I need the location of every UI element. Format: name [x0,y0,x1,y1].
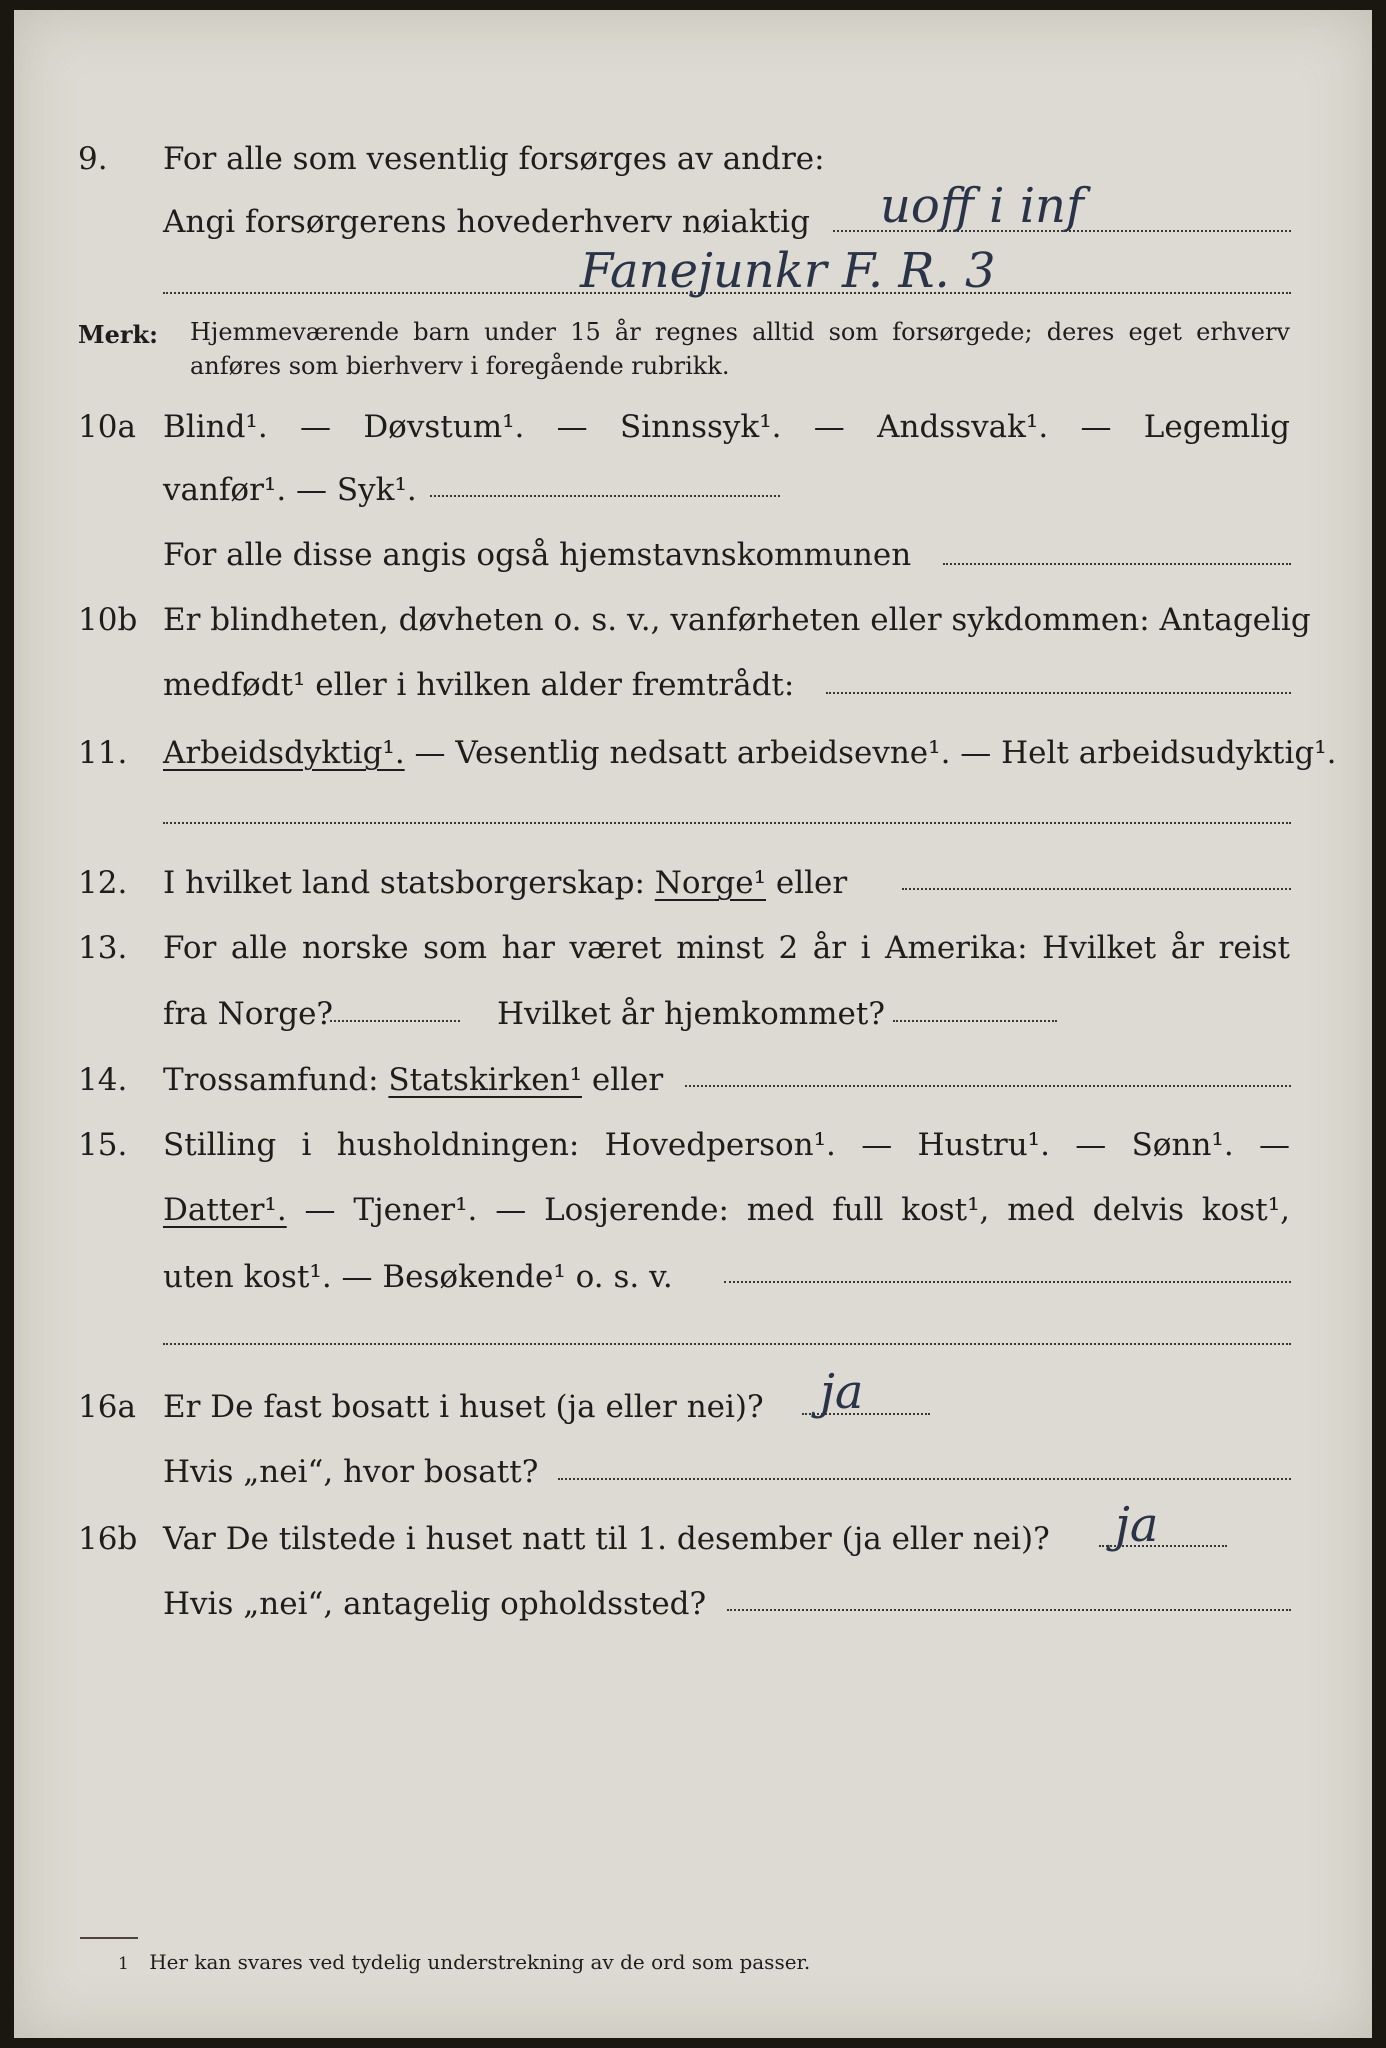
footnote [118,1950,810,1974]
question-text: Var De tilstede i huset natt til 1. desember (ja eller nei)? [163,1521,1050,1557]
question-16a [0,1381,1386,1431]
question-text: Angi forsørgerens hovederhverv nøiaktig [163,204,810,240]
question-10a-line2 [0,464,1386,514]
answer-line [943,563,1291,565]
answer-line [724,1281,1291,1283]
question-number: 16b [78,1521,138,1557]
question-16a-line2 [0,1446,1386,1496]
question-text: Datter¹. — Tjener¹. — Losjerende: med full kost¹, med delvis kost¹, [163,1192,1290,1228]
handwritten-answer-yes: ja [1115,1497,1159,1553]
note-line-2 [0,344,1386,394]
question-text: Arbeidsdyktig¹. — Vesentlig nedsatt arbeidsevne¹. — Helt arbeidsudyktig¹. [163,735,1337,771]
question-text: Er blindheten, døvheten o. s. v., vanførheten eller sykdommen: Antagelig [163,602,1311,638]
question-15 [0,1119,1386,1169]
answer-line [826,692,1291,694]
question-text: Blind¹. — Døvstum¹. — Sinnssyk¹. — Andssvak¹. — Legemlig [163,409,1290,445]
note-text: anføres som bierhverv i foregående rubrikk. [190,352,730,380]
question-15-line2 [0,1184,1386,1234]
question-15-line3 [0,1251,1386,1301]
footnote-mark: 1 [118,1954,129,1974]
question-9-occupation [0,196,1386,246]
answer-line [893,1020,1057,1022]
question-number: 10b [78,602,138,638]
question-10a [0,401,1386,451]
answer-line [163,1343,1291,1345]
question-number: 13. [78,930,128,966]
handwritten-answer-yes: ja [820,1364,864,1420]
question-number: 11. [78,735,128,771]
question-10a-line3 [0,529,1386,579]
footnote-rule [80,1937,138,1939]
question-text: For alle disse angis også hjemstavnskommunen [163,537,912,573]
question-number: 15. [78,1127,128,1163]
question-text: medfødt¹ eller i hvilken alder fremtrådt: [163,667,795,703]
underlined-answer: Norge¹ [654,865,767,901]
question-text: Trossamfund: Statskirken¹ eller [163,1062,664,1098]
question-text: For alle som vesentlig forsørges av andre: [163,141,825,177]
underlined-answer: Arbeidsdyktig¹. [163,735,405,771]
question-14 [0,1054,1386,1104]
question-number: 12. [78,865,128,901]
answer-line [430,495,780,497]
footnote-text: Her kan svares ved tydelig understrekning av de ord som passer. [149,1950,811,1974]
answer-line [902,888,1291,890]
question-text: Stilling i husholdningen: Hovedperson¹. — Hustru¹. — Sønn¹. — [163,1127,1290,1163]
underlined-answer: Datter¹. [163,1192,287,1228]
question-text: vanfør¹. — Syk¹. [163,472,417,508]
answer-line [685,1085,1291,1087]
question-number: 9. [78,141,108,177]
question-16b-line2 [0,1578,1386,1628]
answer-line [330,1020,460,1022]
question-text: Hvis „nei“, antagelig opholdssted? [163,1586,707,1622]
question-16b [0,1513,1386,1563]
question-text: For alle norske som har været minst 2 år i Amerika: Hvilket år reist [163,930,1290,966]
answer-line [727,1609,1291,1611]
question-12 [0,857,1386,907]
question-text: Hvilket år hjemkommet? [497,996,885,1032]
question-10b [0,594,1386,644]
question-10b-line2 [0,659,1386,709]
question-text: Er De fast bosatt i huset (ja eller nei)? [163,1389,764,1425]
question-number: 14. [78,1062,128,1098]
question-number: 10a [78,409,136,445]
question-text: I hvilket land statsborgerskap: Norge¹ eller [163,865,848,901]
question-text: fra Norge? [163,996,334,1032]
question-9 [0,133,1386,183]
question-text: Hvis „nei“, hvor bosatt? [163,1454,539,1490]
question-text: uten kost¹. — Besøkende¹ o. s. v. [163,1259,673,1295]
handwritten-occupation-detail: Fanejunkr F. R. 3 [580,243,996,299]
question-13-line2 [0,988,1386,1038]
answer-line [558,1478,1291,1480]
question-11 [0,727,1386,777]
question-13 [0,922,1386,972]
underlined-answer: Statskirken¹ [388,1062,582,1098]
note-label: Merk: [78,320,158,349]
answer-line [163,822,1291,824]
handwritten-occupation: uoff i inf [880,178,1084,234]
question-number: 16a [78,1389,136,1425]
note-text: Hjemmeværende barn under 15 år regnes alltid som forsørgede; deres eget erhverv [190,318,1290,346]
